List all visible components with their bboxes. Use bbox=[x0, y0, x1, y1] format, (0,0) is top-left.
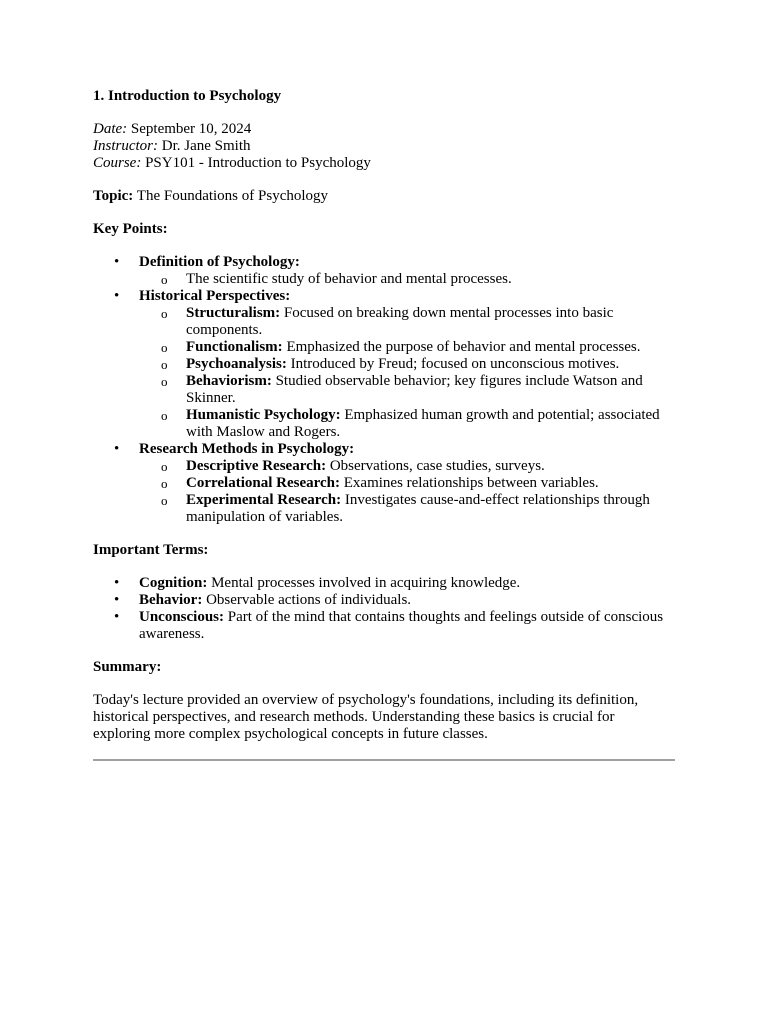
sub-bullet-icon: o bbox=[161, 272, 168, 287]
sub-bullet-icon: o bbox=[161, 340, 168, 355]
sub-list bbox=[139, 458, 675, 526]
instructor-label: Instructor: bbox=[93, 138, 158, 154]
sub-item-term: Experimental Research: bbox=[186, 492, 342, 508]
list-item bbox=[139, 475, 675, 492]
sub-item-text: Focused on breaking down mental processes into basic components. bbox=[186, 305, 614, 338]
list-item bbox=[93, 609, 675, 643]
list-item bbox=[139, 305, 675, 339]
topic-line bbox=[93, 188, 675, 205]
list-item bbox=[139, 492, 675, 526]
sub-item-term: Descriptive Research: bbox=[186, 458, 327, 474]
sub-item-text: Introduced by Freud; focused on unconscious motives. bbox=[286, 356, 620, 372]
sub-item-term: Behaviorism: bbox=[186, 373, 272, 389]
key-point-label: Historical Perspectives: bbox=[139, 288, 291, 304]
instructor-line bbox=[93, 138, 675, 155]
list-item bbox=[139, 271, 675, 288]
bullet-icon: • bbox=[114, 592, 120, 608]
sub-bullet-icon: o bbox=[161, 459, 168, 474]
key-points-heading: Key Points: bbox=[93, 221, 168, 237]
bullet-icon: • bbox=[114, 575, 120, 591]
key-point-label: Research Methods in Psychology: bbox=[139, 441, 355, 457]
summary-heading: Summary: bbox=[93, 659, 162, 675]
sub-list bbox=[139, 271, 675, 288]
sub-bullet-icon: o bbox=[161, 493, 168, 508]
key-points-list bbox=[93, 254, 675, 526]
term-definition: Part of the mind that contains thoughts and feelings outside of conscious awareness. bbox=[139, 609, 664, 642]
sub-bullet-icon: o bbox=[161, 476, 168, 491]
list-item bbox=[139, 373, 675, 407]
important-terms-heading: Important Terms: bbox=[93, 542, 209, 558]
topic-label: Topic: bbox=[93, 188, 134, 204]
term-label: Behavior: bbox=[139, 592, 203, 608]
list-item bbox=[139, 407, 675, 441]
sub-item-text: Emphasized human growth and potential; associated with Maslow and Rogers. bbox=[186, 407, 660, 440]
sub-item-text: Investigates cause-and-effect relationships through manipulation of variables. bbox=[186, 492, 650, 525]
sub-bullet-icon: o bbox=[161, 357, 168, 372]
document-title: 1. Introduction to Psychology bbox=[93, 88, 282, 104]
bullet-icon: • bbox=[114, 288, 120, 304]
term-definition: Observable actions of individuals. bbox=[202, 592, 412, 608]
sub-item-term: Psychoanalysis: bbox=[186, 356, 287, 372]
course-line bbox=[93, 155, 675, 172]
sub-item-text: Emphasized the purpose of behavior and mental processes. bbox=[282, 339, 641, 355]
list-item bbox=[139, 339, 675, 356]
sub-item-term: Structuralism: bbox=[186, 305, 281, 321]
term-label: Unconscious: bbox=[139, 609, 225, 625]
horizontal-rule bbox=[93, 759, 675, 761]
date-label: Date: bbox=[93, 121, 128, 137]
list-item bbox=[93, 592, 675, 609]
bullet-icon: • bbox=[114, 609, 120, 625]
bullet-icon: • bbox=[114, 254, 120, 270]
important-terms-list bbox=[93, 575, 675, 643]
term-label: Cognition: bbox=[139, 575, 208, 591]
course-label: Course: bbox=[93, 155, 142, 171]
sub-item-text: Examines relationships between variables. bbox=[340, 475, 599, 491]
list-item bbox=[93, 575, 675, 592]
sub-bullet-icon: o bbox=[161, 408, 168, 423]
date-line bbox=[93, 121, 675, 138]
course-value: PSY101 - Introduction to Psychology bbox=[141, 155, 371, 171]
sub-item-term: Humanistic Psychology: bbox=[186, 407, 341, 423]
summary-text: Today's lecture provided an overview of psychology's foundations, including its definition, historical perspectives, and research methods. Understanding these basics is crucial for exploring more complex psychological concepts in future classes. bbox=[93, 692, 639, 742]
list-item bbox=[93, 254, 675, 288]
bullet-icon: • bbox=[114, 441, 120, 457]
list-item bbox=[139, 458, 675, 475]
sub-bullet-icon: o bbox=[161, 306, 168, 321]
term-definition: Mental processes involved in acquiring knowledge. bbox=[207, 575, 521, 591]
sub-item-text: Studied observable behavior; key figures include Watson and Skinner. bbox=[186, 373, 643, 406]
list-item bbox=[139, 356, 675, 373]
sub-item-term: Correlational Research: bbox=[186, 475, 340, 491]
sub-item-text: The scientific study of behavior and mental processes. bbox=[186, 271, 512, 287]
key-point-label: Definition of Psychology: bbox=[139, 254, 300, 270]
list-item bbox=[93, 288, 675, 441]
instructor-value: Dr. Jane Smith bbox=[158, 138, 251, 154]
date-value: September 10, 2024 bbox=[127, 121, 252, 137]
sub-item-text: Observations, case studies, surveys. bbox=[326, 458, 545, 474]
sub-bullet-icon: o bbox=[161, 374, 168, 389]
sub-item-term: Functionalism: bbox=[186, 339, 283, 355]
list-item bbox=[93, 441, 675, 526]
sub-list bbox=[139, 305, 675, 441]
lecture-meta bbox=[93, 121, 675, 172]
topic-value: The Foundations of Psychology bbox=[133, 188, 329, 204]
